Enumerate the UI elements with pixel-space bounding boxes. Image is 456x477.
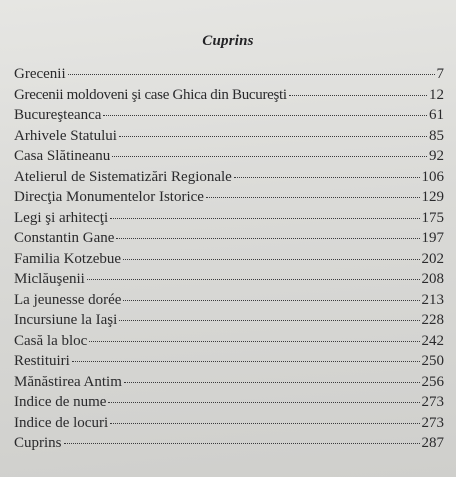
toc-entry-label: Direcţia Monumentelor Istorice [14,189,204,205]
dot-leader [89,340,419,342]
toc-entry-page: 208 [421,271,444,287]
page-title: Cuprins [202,33,254,49]
toc-entry [14,433,444,454]
toc-entry [14,167,444,188]
table-of-contents [14,64,444,454]
dot-leader [108,401,419,403]
toc-entry [14,146,444,167]
toc-entry-label: Casă la bloc [14,332,88,349]
dot-leader [110,217,419,219]
toc-entry-page: 129 [421,189,444,205]
dot-leader [123,299,419,301]
toc-entry-label: Constantin Gane [14,230,115,246]
toc-entry-page: 273 [421,394,444,410]
toc-entry-page: 197 [421,230,444,246]
toc-entry-label: La jeunesse dorée [14,291,122,308]
toc-entry [14,208,444,229]
toc-entry [14,64,444,85]
toc-entry-page: 202 [421,250,444,267]
toc-entry-label: Arhivele Statului [14,127,117,144]
toc-entry [14,85,444,106]
toc-entry-label: Miclăuşenii [14,271,85,287]
toc-entry [14,269,444,290]
dot-leader [119,135,427,137]
toc-entry-page: 256 [421,373,444,390]
toc-entry-page: 12 [429,86,444,103]
toc-entry-page: 85 [429,127,444,144]
toc-entry-label: Mănăstirea Antim [14,373,122,390]
toc-entry-label: Casa Slătineanu [14,148,111,164]
toc-entry-page: 213 [421,291,444,308]
dot-leader [119,319,419,321]
toc-entry-page: 7 [436,66,444,82]
toc-entry-page: 106 [421,168,444,185]
toc-entry [14,331,444,352]
dot-leader [68,73,435,75]
dot-leader [87,278,420,280]
toc-entry [14,249,444,270]
dot-leader [72,360,420,362]
dot-leader [112,155,427,157]
toc-entry-page: 242 [421,332,444,349]
toc-entry [14,413,444,434]
dot-leader [123,258,419,260]
toc-entry-label: Atelierul de Sistematizări Regionale [14,168,232,185]
toc-entry-label: Restituiri [14,353,70,369]
toc-entry-label: Indice de locuri [14,414,109,431]
toc-entry-label: Incursiune la Iaşi [14,312,118,328]
dot-leader [103,114,427,116]
toc-entry-page: 250 [421,353,444,369]
toc-entry [14,351,444,372]
toc-entry [14,392,444,413]
toc-entry [14,310,444,331]
dot-leader [234,176,420,178]
toc-entry [14,105,444,126]
dot-leader [289,94,427,96]
toc-entry [14,290,444,311]
dot-leader [110,422,419,424]
toc-entry-page: 175 [421,209,444,226]
toc-entry-label: Bucureşteanca [14,107,102,123]
toc-entry [14,228,444,249]
toc-entry-label: Cuprins [14,435,62,451]
dot-leader [64,442,420,444]
toc-entry [14,372,444,393]
toc-entry-label: Legi şi arhitecţi [14,209,109,226]
dot-leader [124,381,420,383]
toc-entry-label: Grecenii moldoveni şi case Ghica din Bucureşti [14,86,287,103]
toc-entry-page: 92 [429,148,444,164]
toc-entry-page: 287 [421,435,444,451]
toc-entry [14,187,444,208]
dot-leader [206,196,420,198]
toc-entry [14,126,444,147]
toc-entry-page: 273 [421,414,444,431]
toc-entry-label: Familia Kotzebue [14,250,122,267]
toc-entry-page: 228 [421,312,444,328]
toc-entry-page: 61 [429,107,444,123]
dot-leader [116,237,419,239]
toc-entry-label: Grecenii [14,66,66,82]
toc-entry-label: Indice de nume [14,394,107,410]
